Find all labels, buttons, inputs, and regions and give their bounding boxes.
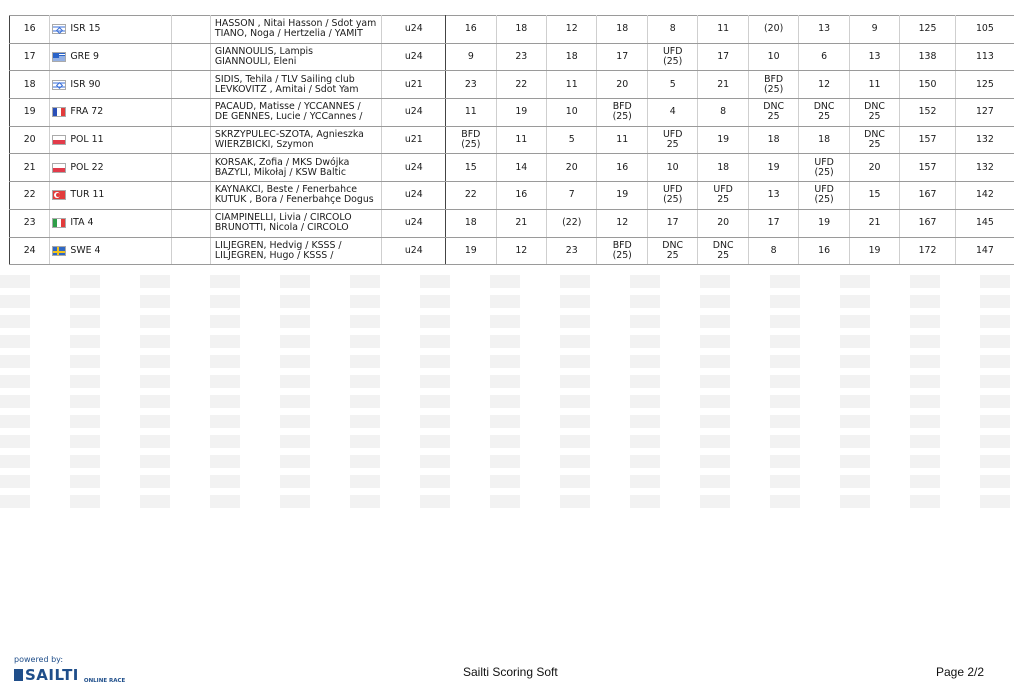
race-score-penalty: (25) — [612, 111, 632, 123]
race-score: 20 — [717, 217, 730, 229]
race-score-cell — [547, 182, 597, 210]
race-score: 9 — [871, 23, 878, 35]
race-score: 19 — [868, 244, 881, 256]
race-score: 21 — [717, 78, 730, 90]
race-score: (22) — [562, 217, 582, 229]
race-score-cell — [748, 99, 798, 127]
race-score: 23 — [565, 244, 578, 256]
country-flag-icon — [52, 190, 66, 200]
race-score: 10 — [565, 106, 578, 118]
crew-name-cell — [210, 182, 382, 210]
race-score-cell — [547, 99, 597, 127]
country-flag-icon — [52, 163, 66, 173]
race-score-cell — [748, 209, 798, 237]
helm-name: SKRZYPULEC-SZOTA, Agnieszka — [214, 129, 364, 141]
race-score-cell — [446, 126, 496, 154]
powered-by-label: powered by: — [14, 655, 64, 664]
race-score: 17 — [616, 51, 629, 63]
rank-cell: 24 — [10, 237, 50, 265]
race-score: 12 — [515, 244, 528, 256]
blank-cell — [171, 154, 210, 182]
race-score-cell — [799, 71, 849, 99]
race-score: 16 — [464, 23, 477, 35]
total-points-cell: 157 — [900, 126, 956, 154]
race-score-cell — [647, 126, 697, 154]
race-score: 19 — [515, 106, 528, 118]
race-score-cell — [597, 43, 647, 71]
blank-cell — [171, 182, 210, 210]
category-cell: u24 — [382, 154, 446, 182]
race-score: UFD — [662, 46, 683, 58]
race-score: 10 — [767, 51, 780, 63]
race-score: 15 — [868, 189, 881, 201]
race-score: 13 — [767, 189, 780, 201]
country-flag-icon — [52, 246, 66, 256]
race-score: DNC — [662, 239, 684, 251]
race-score-penalty: 25 — [717, 249, 730, 261]
total-points-cell: 125 — [900, 16, 956, 44]
blank-cell — [171, 209, 210, 237]
total-points-cell: 150 — [900, 71, 956, 99]
rank-cell: 17 — [10, 43, 50, 71]
race-score-cell — [547, 43, 597, 71]
helm-name: PACAUD, Matisse / YCCANNES / — [214, 101, 361, 113]
rank-cell: 20 — [10, 126, 50, 154]
race-score-cell — [849, 154, 899, 182]
race-score-cell — [647, 43, 697, 71]
rank-cell: 23 — [10, 209, 50, 237]
category-cell: u24 — [382, 182, 446, 210]
blank-cell — [171, 126, 210, 154]
race-score: 9 — [467, 51, 474, 63]
race-score: 11 — [616, 134, 629, 146]
crew-name-cell — [210, 71, 382, 99]
net-points-cell: 145 — [955, 209, 1014, 237]
race-score-cell — [748, 182, 798, 210]
blank-cell — [171, 71, 210, 99]
category-cell: u24 — [382, 99, 446, 127]
race-score: BFD — [612, 101, 632, 113]
race-score: BFD — [612, 239, 632, 251]
results-table — [9, 15, 1014, 265]
race-score: 19 — [616, 189, 629, 201]
rank-cell: 19 — [10, 99, 50, 127]
crew-name: DE GENNES, Lucie / YCCannes / — [214, 111, 363, 123]
results-row — [10, 99, 1015, 127]
net-points-cell: 132 — [955, 154, 1014, 182]
race-score-cell — [647, 71, 697, 99]
race-score-cell — [547, 154, 597, 182]
race-score-cell — [547, 71, 597, 99]
total-points-cell: 172 — [900, 237, 956, 265]
race-score: 7 — [568, 189, 575, 201]
race-score-cell — [496, 99, 546, 127]
race-score-cell — [647, 16, 697, 44]
rank-cell: 22 — [10, 182, 50, 210]
race-score: 13 — [818, 23, 831, 35]
race-score: 10 — [666, 161, 679, 173]
race-score: 19 — [767, 161, 780, 173]
race-score: UFD — [814, 156, 834, 168]
race-score-cell — [547, 126, 597, 154]
race-score-cell — [748, 16, 798, 44]
race-score: 13 — [868, 51, 881, 63]
crew-name-cell — [210, 126, 382, 154]
race-score: UFD — [662, 184, 683, 196]
helm-name: KORSAK, Zofia / MKS Dwójka — [214, 156, 350, 168]
net-points-cell: 147 — [955, 237, 1014, 265]
country-flag-icon — [52, 80, 66, 90]
race-score: 11 — [868, 78, 881, 90]
crew-name: KUTUK , Bora / Fenerbahçe Dogus — [214, 194, 374, 206]
race-score-cell — [496, 209, 546, 237]
race-score-cell — [647, 182, 697, 210]
race-score: UFD — [814, 184, 834, 196]
race-score-cell — [647, 154, 697, 182]
sail-number-cell — [50, 209, 171, 237]
race-score: 8 — [770, 244, 777, 256]
race-score-cell — [849, 237, 899, 265]
crew-name-cell — [210, 209, 382, 237]
results-row — [10, 71, 1015, 99]
sail-number-cell — [50, 16, 171, 44]
race-score-cell — [496, 43, 546, 71]
race-score-cell — [446, 237, 496, 265]
sail-number: TUR 11 — [70, 189, 105, 201]
race-score-penalty: 25 — [717, 194, 730, 206]
race-score: 15 — [464, 161, 477, 173]
race-score: 16 — [616, 161, 629, 173]
race-score-cell — [698, 99, 748, 127]
total-points-cell: 157 — [900, 154, 956, 182]
race-score: DNC — [763, 101, 785, 113]
race-score-cell — [597, 154, 647, 182]
race-score: 5 — [568, 134, 575, 146]
crew-name-cell — [210, 99, 382, 127]
race-score-cell — [446, 154, 496, 182]
race-score-cell — [446, 209, 496, 237]
category-cell: u24 — [382, 237, 446, 265]
race-score-cell — [698, 126, 748, 154]
total-points-cell: 167 — [900, 182, 956, 210]
race-score-cell — [799, 99, 849, 127]
crew-name-cell — [210, 237, 382, 265]
race-score: 18 — [464, 217, 477, 229]
sail-number: SWE 4 — [70, 244, 101, 256]
race-score-cell — [849, 209, 899, 237]
race-score-cell — [748, 126, 798, 154]
page-number: Page 2/2 — [936, 665, 985, 679]
race-score: 17 — [767, 217, 780, 229]
race-score: 12 — [616, 217, 629, 229]
race-score-cell — [748, 237, 798, 265]
race-score-cell — [849, 16, 899, 44]
race-score-cell — [647, 99, 697, 127]
blank-cell — [171, 237, 210, 265]
race-score: 17 — [666, 217, 679, 229]
race-score-penalty: (25) — [814, 194, 834, 206]
blank-cell — [171, 16, 210, 44]
race-score: 14 — [515, 161, 528, 173]
race-score: BFD — [764, 73, 784, 85]
crew-name: LEVKOVITZ , Amitai / Sdot Yam — [214, 83, 359, 95]
race-score: (20) — [764, 23, 784, 35]
sail-number: POL 11 — [70, 134, 104, 146]
logo-subtitle: ONLINE RACE — [83, 678, 126, 684]
crew-name: WIERZBICKI, Szymon — [214, 139, 314, 151]
race-score-cell — [496, 182, 546, 210]
race-score-cell — [849, 71, 899, 99]
race-score-cell — [849, 43, 899, 71]
race-score: 20 — [616, 78, 629, 90]
race-score: 11 — [717, 23, 730, 35]
race-score-cell — [597, 126, 647, 154]
race-score: 11 — [565, 78, 578, 90]
race-score: 23 — [464, 78, 477, 90]
net-points-cell: 142 — [955, 182, 1014, 210]
crew-name-cell — [210, 16, 382, 44]
race-score: 19 — [818, 217, 831, 229]
race-score: DNC — [712, 239, 734, 251]
race-score-cell — [799, 182, 849, 210]
race-score-cell — [597, 209, 647, 237]
sail-number-cell — [50, 126, 171, 154]
race-score-cell — [799, 43, 849, 71]
net-points-cell: 125 — [955, 71, 1014, 99]
sail-number-cell — [50, 43, 171, 71]
crew-name-cell — [210, 154, 382, 182]
country-flag-icon — [52, 24, 66, 34]
race-score-penalty: 25 — [767, 111, 780, 123]
rank-cell: 21 — [10, 154, 50, 182]
total-points-cell: 152 — [900, 99, 956, 127]
sail-number-cell — [50, 154, 171, 182]
race-score: 18 — [565, 51, 578, 63]
race-score: 5 — [669, 78, 676, 90]
sail-number: ISR 15 — [70, 23, 101, 35]
race-score: 12 — [818, 78, 831, 90]
race-score-cell — [547, 16, 597, 44]
race-score: 11 — [464, 106, 477, 118]
crew-name: TIANO, Noga / Hertzelia / YAMIT — [214, 28, 363, 40]
race-score-cell — [799, 237, 849, 265]
helm-name: CIAMPINELLI, Livia / CIRCOLO — [214, 212, 352, 224]
category-cell: u21 — [382, 71, 446, 99]
sail-number: POL 22 — [70, 161, 104, 173]
crew-name: BAZYLI, Mikołaj / KSW Baltic — [214, 166, 347, 178]
race-score: 18 — [515, 23, 528, 35]
race-score: UFD — [662, 129, 683, 141]
race-score: 11 — [515, 134, 528, 146]
sail-number-cell — [50, 237, 171, 265]
country-flag-icon — [52, 218, 66, 228]
helm-name: LILJEGREN, Hedvig / KSSS / — [214, 239, 342, 251]
results-row — [10, 182, 1015, 210]
results-row — [10, 237, 1015, 265]
race-score: 19 — [464, 244, 477, 256]
helm-name: SIDIS, Tehila / TLV Sailing club — [214, 73, 355, 85]
race-score: 16 — [818, 244, 831, 256]
race-score-cell — [698, 237, 748, 265]
race-score-cell — [799, 209, 849, 237]
race-score-cell — [849, 99, 899, 127]
logo-text: SAILTI — [25, 666, 79, 684]
race-score-cell — [698, 209, 748, 237]
category-cell: u21 — [382, 126, 446, 154]
race-score-cell — [597, 16, 647, 44]
footer-software-name: Sailti Scoring Soft — [463, 665, 558, 679]
crew-name: LILJEGREN, Hugo / KSSS / — [214, 249, 334, 261]
race-score-cell — [446, 182, 496, 210]
race-score-cell — [496, 237, 546, 265]
race-score: 20 — [868, 161, 881, 173]
race-score: BFD — [461, 129, 481, 141]
race-score: 18 — [818, 134, 831, 146]
race-score: DNC — [813, 101, 835, 113]
race-score-penalty: (25) — [461, 139, 481, 151]
race-score-cell — [849, 182, 899, 210]
country-flag-icon — [52, 107, 66, 117]
race-score-penalty: 25 — [868, 111, 881, 123]
race-score-cell — [547, 209, 597, 237]
race-score-penalty: (25) — [764, 83, 784, 95]
country-flag-icon — [52, 52, 66, 62]
race-score-cell — [446, 16, 496, 44]
race-score: 8 — [720, 106, 727, 118]
net-points-cell: 113 — [955, 43, 1014, 71]
sail-number: FRA 72 — [70, 106, 104, 118]
race-score: 18 — [717, 161, 730, 173]
race-score-cell — [698, 43, 748, 71]
helm-name: GIANNOULIS, Lampis — [214, 46, 314, 58]
race-score-cell — [748, 71, 798, 99]
race-score-cell — [446, 99, 496, 127]
race-score-cell — [698, 154, 748, 182]
race-score: 22 — [515, 78, 528, 90]
race-score-cell — [496, 16, 546, 44]
sail-number: ISR 90 — [70, 78, 101, 90]
race-score: 21 — [515, 217, 528, 229]
results-row — [10, 126, 1015, 154]
race-score: 17 — [717, 51, 730, 63]
race-score-cell — [799, 16, 849, 44]
crew-name-cell — [210, 43, 382, 71]
race-score: 23 — [515, 51, 528, 63]
race-score-cell — [496, 71, 546, 99]
sail-number-cell — [50, 71, 171, 99]
race-score-cell — [748, 154, 798, 182]
sail-number: GRE 9 — [70, 51, 100, 63]
net-points-cell: 132 — [955, 126, 1014, 154]
race-score: 4 — [669, 106, 676, 118]
race-score: 18 — [616, 23, 629, 35]
race-score: 22 — [464, 189, 477, 201]
race-score-penalty: 25 — [868, 139, 881, 151]
race-score-cell — [799, 154, 849, 182]
race-score-cell — [748, 43, 798, 71]
results-row — [10, 16, 1015, 44]
race-score-cell — [547, 237, 597, 265]
net-points-cell: 127 — [955, 99, 1014, 127]
race-score-cell — [496, 126, 546, 154]
sail-number: ITA 4 — [70, 217, 94, 229]
race-score-penalty: 25 — [666, 139, 679, 151]
race-score: 20 — [565, 161, 578, 173]
race-score-penalty: (25) — [663, 56, 683, 68]
net-points-cell: 105 — [955, 16, 1014, 44]
crew-name: GIANNOULI, Eleni — [214, 56, 297, 68]
race-score-cell — [597, 237, 647, 265]
category-cell: u24 — [382, 209, 446, 237]
race-score: DNC — [864, 129, 885, 141]
race-score-cell — [698, 16, 748, 44]
country-flag-icon — [52, 135, 66, 145]
race-score-penalty: 25 — [666, 249, 679, 261]
rank-cell: 18 — [10, 71, 50, 99]
crew-name: BRUNOTTI, Nicola / CIRCOLO — [214, 222, 349, 234]
race-score: UFD — [713, 184, 733, 196]
category-cell: u24 — [382, 16, 446, 44]
race-score: 8 — [669, 23, 676, 35]
helm-name: HASSON , Nitai Hasson / Sdot yam — [214, 18, 377, 30]
sail-number-cell — [50, 182, 171, 210]
bleed-through-shadow — [0, 268, 1024, 558]
race-score-cell — [647, 237, 697, 265]
helm-name: KAYNAKCI, Beste / Fenerbahce — [214, 184, 358, 196]
race-score-cell — [446, 43, 496, 71]
results-row — [10, 154, 1015, 182]
rank-cell: 16 — [10, 16, 50, 44]
race-score-cell — [698, 71, 748, 99]
race-score-cell — [849, 126, 899, 154]
race-score-cell — [647, 209, 697, 237]
blank-cell — [171, 99, 210, 127]
race-score-penalty: 25 — [818, 111, 831, 123]
sail-number-cell — [50, 99, 171, 127]
race-score-cell — [597, 71, 647, 99]
race-score: 19 — [717, 134, 730, 146]
race-score: DNC — [864, 101, 885, 113]
race-score-cell — [597, 182, 647, 210]
race-score-cell — [496, 154, 546, 182]
race-score-cell — [799, 126, 849, 154]
race-score-penalty: (25) — [612, 249, 632, 261]
results-row — [10, 209, 1015, 237]
race-score: 18 — [767, 134, 780, 146]
category-cell: u24 — [382, 43, 446, 71]
race-score: 21 — [868, 217, 881, 229]
race-score-penalty: (25) — [814, 166, 834, 178]
total-points-cell: 138 — [900, 43, 956, 71]
total-points-cell: 167 — [900, 209, 956, 237]
race-score: 6 — [821, 51, 828, 63]
race-score-cell — [698, 182, 748, 210]
race-score-cell — [446, 71, 496, 99]
sailti-logo — [14, 666, 125, 684]
race-score: 16 — [515, 189, 528, 201]
results-row — [10, 43, 1015, 71]
blank-cell — [171, 43, 210, 71]
race-score-penalty: (25) — [663, 194, 683, 206]
race-score-cell — [597, 99, 647, 127]
race-score: 12 — [565, 23, 578, 35]
